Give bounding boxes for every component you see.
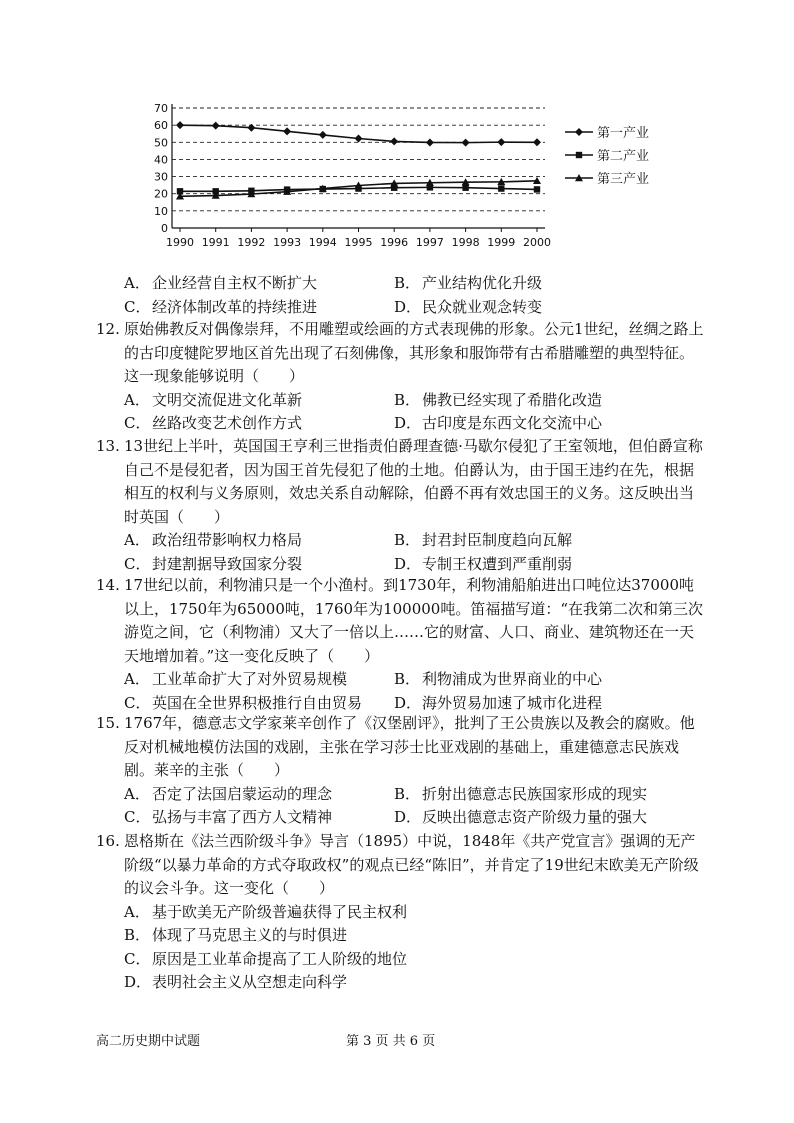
x-tick-label: 1994 bbox=[308, 236, 337, 249]
x-tick-label: 2000 bbox=[523, 236, 551, 249]
q16-option-c[interactable] bbox=[124, 948, 704, 972]
option-label: D． bbox=[124, 973, 152, 991]
question-stem: 13世纪上半叶，英国国王亨利三世指责伯爵理查德·马歇尔侵犯了王室领地，但伯爵宣称自己不是侵犯者，因为国王首先侵犯了他的土地。伯爵认为，由于国王违约在先，根据相互的权利与义务原则，效忠关系自动解除，伯爵不再有效忠国王的义务。这反映出当时英国（ ） bbox=[124, 437, 703, 526]
data-point bbox=[319, 131, 327, 139]
option-text: 丝路改变艺术创作方式 bbox=[152, 414, 303, 432]
q12-option-d[interactable] bbox=[394, 412, 704, 436]
data-point bbox=[390, 137, 398, 145]
option-label: C． bbox=[124, 693, 151, 712]
question-11 bbox=[96, 272, 706, 319]
data-point bbox=[283, 127, 291, 135]
data-point bbox=[462, 139, 470, 147]
option-text: 弘扬与丰富了西方人文精神 bbox=[152, 808, 333, 826]
x-tick-label: 1990 bbox=[166, 236, 194, 249]
y-tick-label: 70 bbox=[154, 102, 168, 115]
q11-option-d[interactable] bbox=[394, 296, 704, 320]
question-15 bbox=[96, 712, 706, 830]
option-label: C． bbox=[124, 414, 151, 432]
question-number: 13. bbox=[96, 437, 120, 455]
option-label: B． bbox=[124, 926, 151, 944]
option-text: 反映出德意志资产阶级力量的强大 bbox=[422, 808, 648, 826]
q11-option-a[interactable] bbox=[124, 272, 394, 296]
q15-option-a[interactable] bbox=[124, 783, 394, 807]
question-13 bbox=[96, 435, 706, 576]
legend-label: 第三产业 bbox=[597, 172, 650, 187]
option-label: C． bbox=[124, 808, 151, 826]
x-tick-label: 1997 bbox=[415, 236, 444, 249]
q13-option-b[interactable] bbox=[394, 529, 704, 553]
q14-options bbox=[96, 668, 706, 715]
q12-options bbox=[96, 389, 706, 436]
option-text: 古印度是东西文化交流中心 bbox=[422, 414, 603, 432]
option-label: B． bbox=[394, 531, 421, 549]
option-text: 政治纽带影响权力格局 bbox=[152, 531, 303, 549]
x-tick-label: 1992 bbox=[237, 236, 266, 249]
question-number: 16. bbox=[96, 832, 120, 850]
option-text: 民众就业观念转变 bbox=[422, 297, 543, 316]
q13-option-a[interactable] bbox=[124, 529, 394, 553]
option-label: B． bbox=[394, 390, 421, 409]
legend-label: 第一产业 bbox=[597, 126, 650, 141]
option-text: 佛教已经实现了希腊化改造 bbox=[422, 390, 603, 409]
question-number: 12. bbox=[96, 320, 120, 338]
data-point bbox=[533, 138, 541, 146]
q12-option-c[interactable] bbox=[124, 412, 394, 436]
option-text: 体现了马克思主义的与时俱进 bbox=[152, 926, 348, 944]
option-text: 企业经营自主权不断扩大 bbox=[152, 274, 318, 292]
option-label: D． bbox=[394, 554, 422, 573]
q11-option-c[interactable] bbox=[124, 296, 394, 320]
x-tick-label: 1996 bbox=[380, 236, 409, 249]
option-text: 文明交流促进文化革新 bbox=[152, 390, 303, 409]
option-text: 封建割据导致国家分裂 bbox=[152, 554, 303, 573]
option-text: 折射出德意志民族国家形成的现实 bbox=[422, 784, 648, 803]
q11-option-b[interactable] bbox=[394, 272, 704, 296]
q15-options bbox=[96, 783, 706, 830]
option-label: A． bbox=[124, 784, 150, 803]
question-stem: 1767年，德意志文学家莱辛创作了《汉堡剧评》，批判了王公贵族以及教会的腐败。他反对机械地模仿法国的戏剧，主张在学习莎士比亚戏剧的基础上，重建德意志民族戏剧。莱辛的主张（ ） bbox=[124, 714, 695, 779]
option-label: B． bbox=[394, 274, 421, 292]
q16-option-b[interactable] bbox=[124, 924, 704, 948]
option-label: B． bbox=[394, 670, 421, 688]
question-stem: 恩格斯在《法兰西阶级斗争》导言（1895）中说，1848年《共产党宣言》强调的无产阶级“以暴力革命的方式夺取政权”的观点已经“陈旧”，并肯定了19世纪末欧美无产阶级的议会斗争。这一变化（ ） bbox=[124, 832, 699, 897]
data-point bbox=[498, 185, 504, 191]
option-text: 利物浦成为世界商业的中心 bbox=[422, 670, 603, 688]
q14-option-b[interactable] bbox=[394, 668, 704, 692]
data-point bbox=[247, 124, 255, 132]
y-tick-label: 10 bbox=[154, 204, 168, 218]
question-12 bbox=[96, 318, 706, 436]
x-tick-label: 1991 bbox=[201, 236, 230, 249]
option-label: A． bbox=[124, 390, 150, 409]
legend-label: 第二产业 bbox=[597, 149, 650, 164]
legend-marker bbox=[576, 152, 582, 158]
option-label: D． bbox=[394, 297, 422, 316]
data-point bbox=[212, 122, 220, 130]
data-point bbox=[497, 138, 505, 146]
option-text: 封君封臣制度趋向瓦解 bbox=[422, 531, 573, 549]
y-tick-label: 30 bbox=[154, 170, 168, 184]
question-stem: 原始佛教反对偶像崇拜，不用雕塑或绘画的方式表现佛的形象。公元1世纪，丝绸之路上的古印度犍陀罗地区首先出现了石刻佛像，其形象和服饰带有古希腊雕塑的典型特征。这一现象能够说明（ ） bbox=[124, 320, 704, 385]
x-tick-label: 1999 bbox=[487, 236, 516, 249]
x-tick-label: 1993 bbox=[273, 236, 302, 249]
option-label: A． bbox=[124, 531, 150, 549]
data-point bbox=[426, 138, 434, 146]
y-tick-label: 20 bbox=[154, 187, 168, 201]
industry-employment-line-chart bbox=[140, 98, 660, 270]
q12-option-b[interactable] bbox=[394, 389, 704, 413]
option-text: 否定了法国启蒙运动的理念 bbox=[152, 784, 333, 803]
data-point bbox=[355, 135, 363, 143]
footer-exam-title: 高二历史期中试题 bbox=[96, 1034, 201, 1049]
option-text: 表明社会主义从空想走向科学 bbox=[152, 973, 348, 991]
y-tick-label: 50 bbox=[154, 136, 168, 150]
option-label: D． bbox=[394, 414, 422, 432]
data-point bbox=[462, 185, 468, 191]
q13-option-d[interactable] bbox=[394, 553, 704, 577]
x-tick-label: 1998 bbox=[451, 236, 480, 249]
footer-page-number: 第 3 页 共 6 页 bbox=[346, 1034, 436, 1049]
y-tick-label: 0 bbox=[161, 222, 168, 235]
q15-option-d[interactable] bbox=[394, 806, 704, 830]
question-stem: 17世纪以前，利物浦只是一个小渔村。到1730年，利物浦船舶进出口吨位达37000吨以上，1750年为65000吨，1760年为100000吨。笛福描写道：“在我第二次和第三次游览之间，它（利物浦）又大了一倍以上……它的财富、人口、商业、建筑物还在一天天地增加着。”这一变化反映了（ ） bbox=[124, 576, 703, 665]
q16-options bbox=[96, 901, 706, 995]
q15-option-c[interactable] bbox=[124, 806, 394, 830]
option-label: A． bbox=[124, 274, 150, 292]
y-tick-label: 60 bbox=[154, 119, 168, 133]
q13-options bbox=[96, 529, 706, 576]
q15-option-b[interactable] bbox=[394, 783, 704, 807]
option-text: 工业革命扩大了对外贸易规模 bbox=[152, 670, 348, 688]
option-text: 原因是工业革命提高了工人阶级的地位 bbox=[152, 949, 408, 968]
option-text: 经济体制改革的持续推进 bbox=[152, 297, 318, 316]
option-label: B． bbox=[394, 784, 421, 803]
q14-option-a[interactable] bbox=[124, 668, 394, 692]
option-label: A． bbox=[124, 670, 150, 688]
q16-option-d[interactable] bbox=[124, 971, 704, 995]
option-label: D． bbox=[394, 693, 422, 712]
option-text: 基于欧美无产阶级普遍获得了民主权利 bbox=[152, 902, 408, 921]
option-text: 海外贸易加速了城市化进程 bbox=[422, 693, 603, 712]
q12-option-a[interactable] bbox=[124, 389, 394, 413]
option-label: D． bbox=[394, 808, 422, 826]
option-label: A． bbox=[124, 902, 150, 921]
option-label: C． bbox=[124, 554, 151, 573]
question-number: 15. bbox=[96, 714, 120, 732]
y-tick-label: 40 bbox=[154, 153, 168, 167]
q11-options bbox=[96, 272, 706, 319]
data-point bbox=[176, 121, 184, 129]
option-label: C． bbox=[124, 297, 151, 316]
option-label: C． bbox=[124, 949, 151, 968]
option-text: 产业结构优化升级 bbox=[422, 274, 543, 292]
question-14 bbox=[96, 574, 706, 715]
q13-option-c[interactable] bbox=[124, 553, 394, 577]
option-text: 英国在全世界积极推行自由贸易 bbox=[152, 693, 363, 712]
q16-option-a[interactable] bbox=[124, 901, 704, 925]
question-16 bbox=[96, 830, 706, 995]
question-number: 14. bbox=[96, 576, 120, 594]
option-text: 专制王权遭到严重削弱 bbox=[422, 554, 573, 573]
legend-marker bbox=[575, 128, 583, 136]
data-point bbox=[534, 186, 540, 192]
x-tick-label: 1995 bbox=[344, 236, 373, 249]
